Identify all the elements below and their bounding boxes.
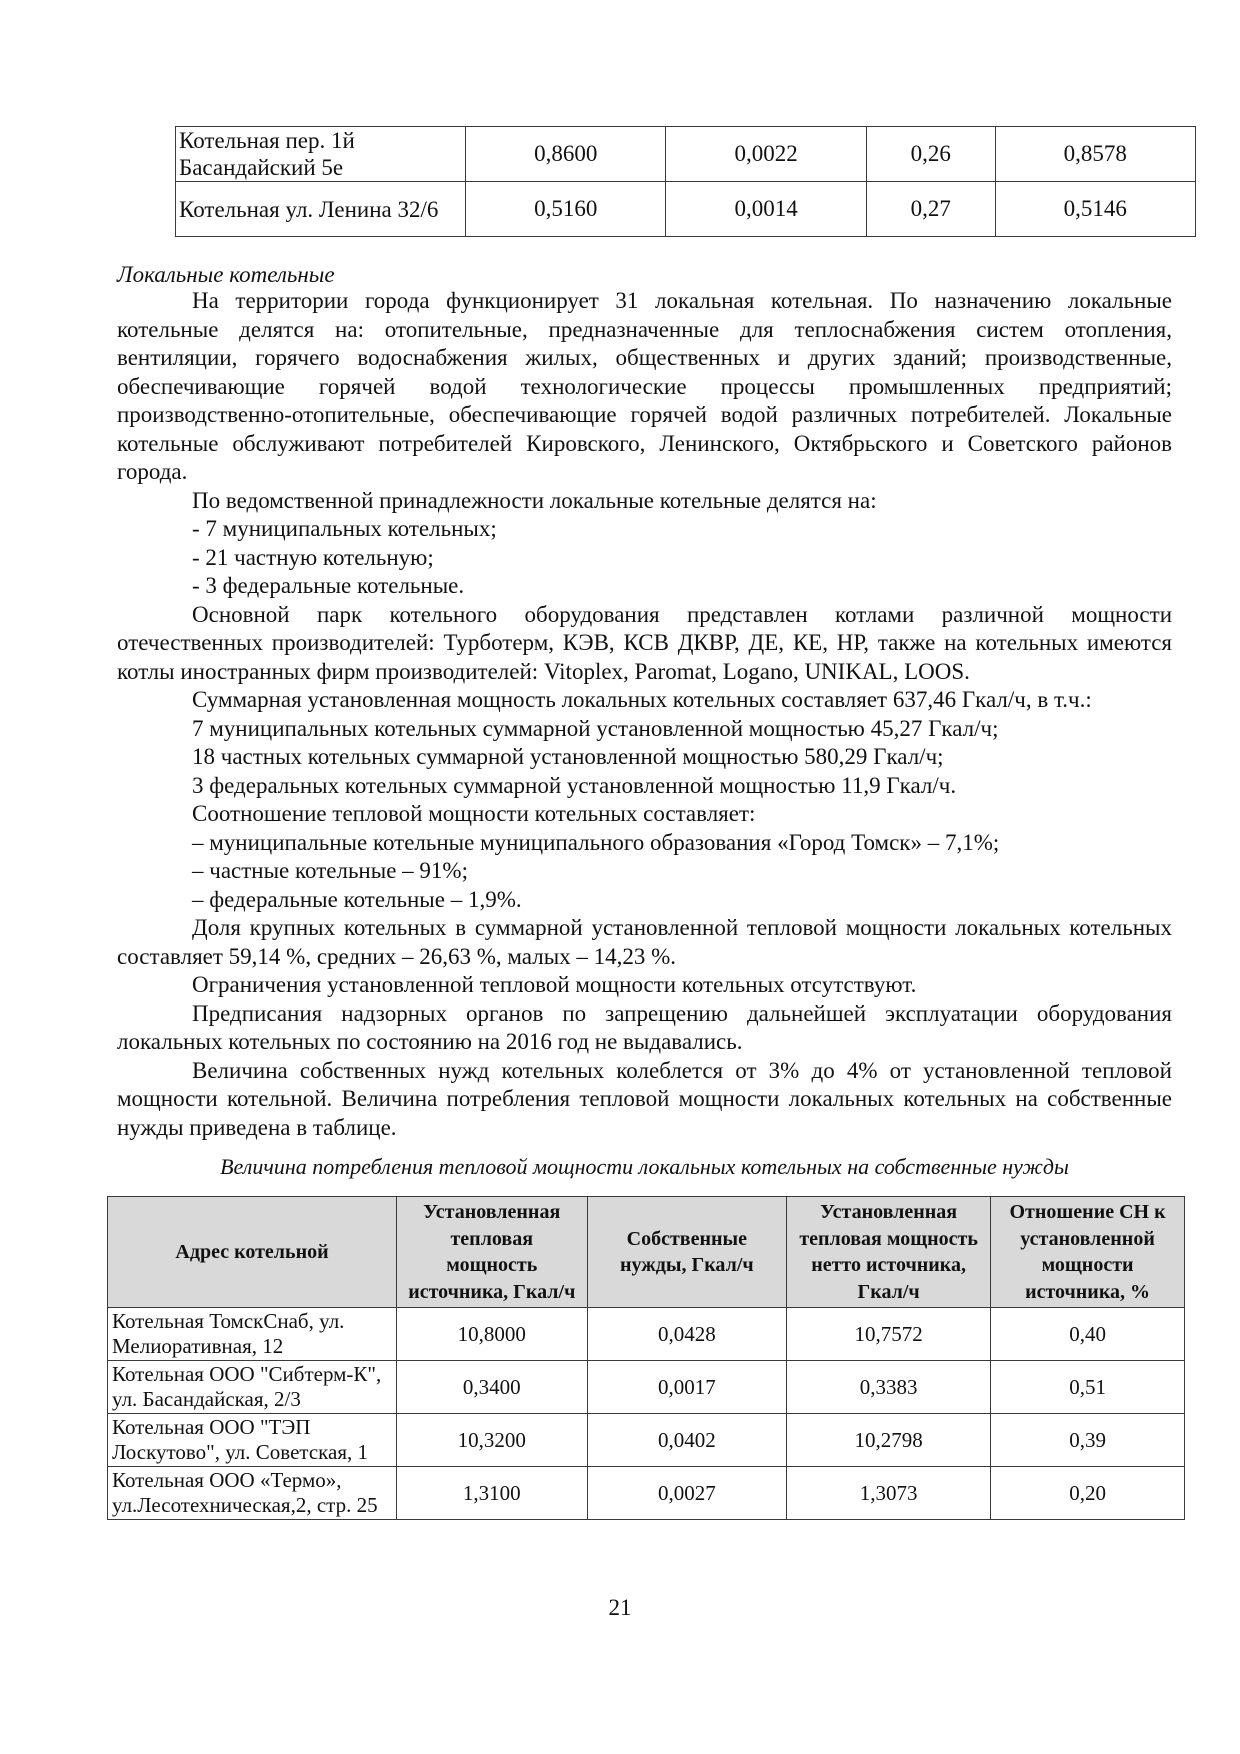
table-cell-value: 0,27 — [866, 182, 995, 237]
list-item: 18 частных котельных суммарной установленной мощностью 580,29 Гкал/ч; — [192, 744, 944, 769]
table-cell-value: 10,7572 — [787, 1308, 991, 1361]
paragraph: Доля крупных котельных в суммарной установленной тепловой мощности локальных котельных составляет 59,14 %, средних – 26,63 %, малых – 14,23 %. — [117, 915, 1172, 969]
table-cell-value: 0,0017 — [587, 1361, 787, 1414]
list-item: - 7 муниципальных котельных; — [192, 516, 497, 541]
table-row — [176, 182, 1196, 237]
table-cell-value: 0,26 — [866, 127, 995, 182]
table-cell-address: Котельная ТомскСнаб, ул. Мелиоративная, 12 — [108, 1308, 397, 1361]
own-needs-table — [107, 1196, 1185, 1520]
table-row — [108, 1467, 1185, 1520]
body-text — [117, 287, 1172, 1142]
table-row — [176, 127, 1196, 182]
table-cell-value: 0,0027 — [587, 1467, 787, 1520]
table-cell-address: Котельная ООО "ТЭП Лоскутово", ул. Советская, 1 — [108, 1414, 397, 1467]
column-header-own-needs: Собственные нужды, Гкал/ч — [587, 1197, 787, 1308]
table-cell-value: 10,2798 — [787, 1414, 991, 1467]
table-row — [108, 1414, 1185, 1467]
table-row — [108, 1361, 1185, 1414]
column-header-net-capacity: Установленная тепловая мощность нетто источника, Гкал/ч — [787, 1197, 991, 1308]
table-cell-address: Котельная ООО «Термо», ул.Лесотехническая,2, стр. 25 — [108, 1467, 397, 1520]
list-item: 7 муниципальных котельных суммарной установленной мощностью 45,27 Гкал/ч; — [192, 715, 999, 741]
table-cell-value: 0,3400 — [397, 1361, 587, 1414]
table-cell-value: 0,51 — [991, 1361, 1185, 1414]
paragraph: На территории города функционирует 31 локальная котельная. По назначению локальные котельные делятся на: отопительные, предназначенные для теплоснабжения систем отопления, вентиляции, горячего водоснабжения жилых, общественных и других зданий; производственные, обеспечивающие горячей водой технологические процессы промышленных предприятий; производственно-отопительные, обеспечивающие горячей водой различных потребителей. Локальные котельные обслуживают потребителей Кировского, Ленинского, Октябрьского и Советского районов города. — [117, 288, 1172, 484]
paragraph: Величина собственных нужд котельных колеблется от 3% до 4% от установленной тепловой мощности котельной. Величина потребления тепловой мощности локальных котельных на собственные нужды приведена в таблице. — [117, 1057, 1172, 1140]
list-item: – муниципальные котельные муниципального образования «Город Томск» – 7,1%; — [192, 829, 1000, 855]
top-capacity-table — [175, 126, 1196, 237]
table-cell-value: 0,8600 — [466, 127, 666, 182]
table-cell-value: 10,3200 — [397, 1414, 587, 1467]
table-cell-value: 0,8578 — [995, 127, 1195, 182]
table-cell-value: 0,3383 — [787, 1361, 991, 1414]
column-header-ratio: Отношение СН к установленной мощности источника, % — [991, 1197, 1185, 1308]
table-cell-value: 1,3073 — [787, 1467, 991, 1520]
table-cell-value: 0,40 — [991, 1308, 1185, 1361]
table-cell-value: 0,0022 — [666, 127, 866, 182]
table-cell-value: 10,8000 — [397, 1308, 587, 1361]
page-number: 21 — [608, 1595, 632, 1620]
table-cell-value: 1,3100 — [397, 1467, 587, 1520]
table-cell-value: 0,0428 — [587, 1308, 787, 1361]
table-cell-value: 0,0402 — [587, 1414, 787, 1467]
paragraph: Основной парк котельного оборудования представлен котлами различной мощности отечественных производителей: Турботерм, КЭВ, КСВ ДКВР, ДЕ, КЕ, НР, также на котельных имеются котлы иностранных фирм производителей: Vitoplex, Paromat, Logano, UNIKAL, LOOS. — [117, 601, 1172, 684]
list-item: - 3 федеральные котельные. — [192, 573, 465, 598]
column-header-installed-capacity: Установленная тепловая мощность источника, Гкал/ч — [397, 1197, 587, 1308]
table-cell-value: 0,5146 — [995, 182, 1195, 237]
paragraph: Суммарная установленная мощность локальных котельных составляет 637,46 Гкал/ч, в т.ч.: — [192, 687, 1092, 712]
paragraph: Ограничения установленной тепловой мощности котельных отсутствуют. — [192, 972, 917, 997]
table-row — [108, 1308, 1185, 1361]
list-item: 3 федеральных котельных суммарной установленной мощностью 11,9 Гкал/ч. — [192, 772, 957, 798]
paragraph: По ведомственной принадлежности локальные котельные делятся на: — [192, 487, 877, 513]
table-cell-value: 0,5160 — [466, 182, 666, 237]
table-cell-value: 0,20 — [991, 1467, 1185, 1520]
table-cell-value: 0,39 — [991, 1414, 1185, 1467]
list-item: - 21 частную котельную; — [192, 544, 434, 570]
table-header-row — [108, 1197, 1185, 1308]
table-cell-address: Котельная ООО "Сибтерм-К", ул. Басандайская, 2/3 — [108, 1361, 397, 1414]
list-item: – частные котельные – 91%; — [192, 858, 468, 883]
column-header-address: Адрес котельной — [108, 1197, 397, 1308]
table-cell-value: 0,0014 — [666, 182, 866, 237]
table-caption: Величина потребления тепловой мощности локальных котельных на собственные нужды — [220, 1154, 1069, 1179]
paragraph: Предписания надзорных органов по запрещению дальнейшей эксплуатации оборудования локальных котельных по состоянию на 2016 год не выдавались. — [117, 1000, 1172, 1054]
table-cell-address: Котельная пер. 1й Басандайский 5е — [176, 127, 466, 182]
paragraph: Соотношение тепловой мощности котельных составляет: — [192, 801, 756, 826]
table-cell-address: Котельная ул. Ленина 32/6 — [176, 182, 466, 237]
list-item: – федеральные котельные – 1,9%. — [192, 886, 522, 912]
section-heading: Локальные котельные — [117, 262, 335, 287]
